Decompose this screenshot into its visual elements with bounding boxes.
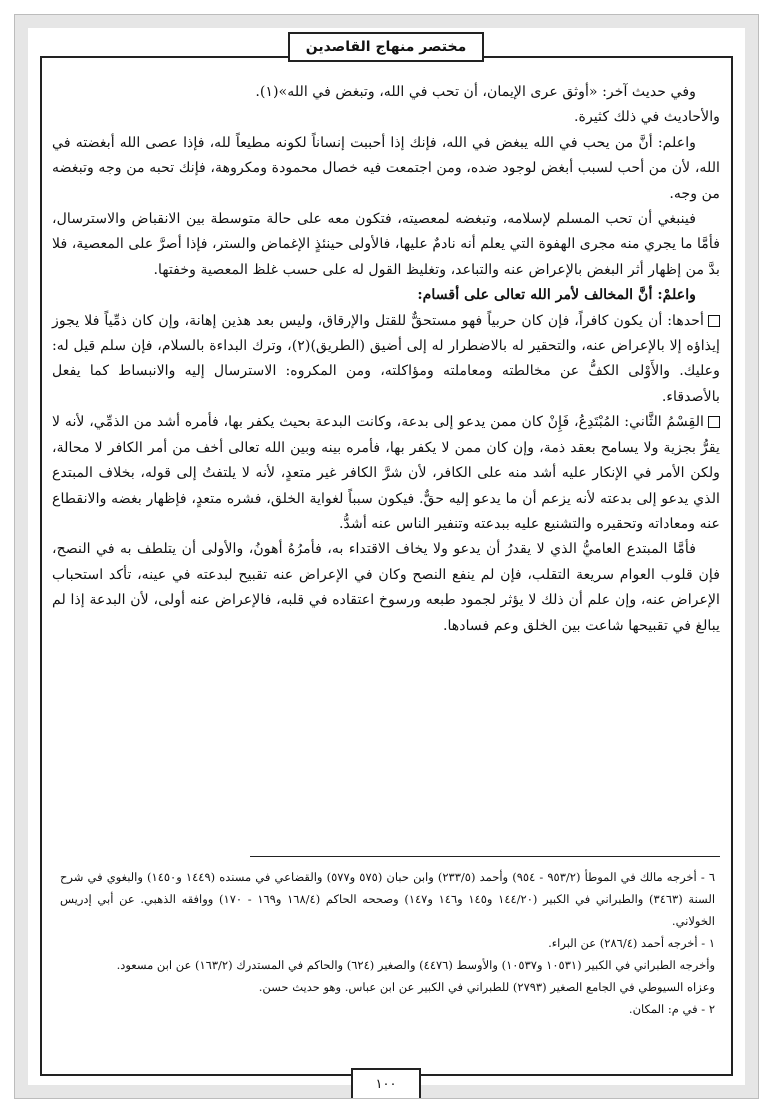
paragraph: وفي حديث آخر: «أوثق عرى الإيمان، أن تحب في الله، وتبغض في الله»(١).	[255, 84, 696, 100]
footnote: وعزاه السيوطي في الجامع الصغير (٢٧٩٣) للطبراني في الكبير عن ابن عباس. وهو حديث حسن.	[258, 980, 715, 994]
square-bullet-icon	[708, 416, 720, 428]
paragraph: فأمَّا المبتدع العاميُّ الذي لا يقدرُ أن يدعو ولا يخاف الاقتداء به، فأمرُهُ أهونُ، والأولى أن يتلطف به في النصح، فإن قلوب العوام سريعة التقلب، فإن لم ينفع النصح وكان في الإعراض عنه تقبيح لبدعته في عينه، تأكد استحباب الإعراض عنه، وإن علم أن ذلك لا يؤثر لجمود طبعه ورسوخ اعتقاده في قلبه، فالإعراض عنه أولى، لأن البدعة إذا لم يبالغ في تقبيحها شاعت بين الخلق وعم فسادها.	[52, 541, 720, 634]
square-bullet-icon	[708, 315, 720, 327]
page-number: ١٠٠	[375, 1076, 397, 1092]
footnote: ٢ - في م: المكان.	[628, 1002, 715, 1016]
footnote: ١ - أخرجه أحمد (٢٨٦/٤) عن البراء.	[548, 936, 715, 950]
page-number-box	[351, 1068, 421, 1098]
paragraph: واعلم: أنَّ من يحب في الله يبغض في الله، فإنك إذا أحببت إنساناً لكونه مطيعاً لله، فإذا عصى الله أبغضته في الله، لأن من أحب لسبب أبغض لوجود ضده، ومن اجتمعت فيه خصال محمودة ومكروهة، فإنك تحبه من وجه وتبغضه من وجه.	[52, 134, 720, 202]
running-header	[288, 32, 484, 62]
paragraph: واعلمْ: أنَّ المخالف لأمر الله تعالى على أقسام:	[417, 287, 696, 304]
footnote-divider	[250, 856, 720, 857]
footnote: ٦ - أخرجه مالك في الموطأ (٩٥٣/٢ - ٩٥٤) وأحمد (٢٣٣/٥) وابن حبان (٥٧٥ و٥٧٧) والقضاعي في مسنده (١٤٤٩ و١٤٥٠) والبغوي في شرح السنة (٣٤٦٣) والطبراني في الكبير (١٤٤/٢٠ و١٤٥ و١٤٦ و١٤٧) وصححه الحاكم (١٦٨/٤ و١٦٩ - ١٧٠) ووافقه الذهبي. عن أبي إدريس الخولاني.	[60, 870, 716, 928]
footnote: وأخرجه الطبراني في الكبير (١٠٥٣١ و١٠٥٣٧) والأوسط (٤٤٧٦) والصغير (٦٢٤) والحاكم في المستدرك (١٦٣/٢) عن ابن مسعود.	[116, 958, 715, 972]
paragraph: القِسْمُ الثَّاني: المُبْتَدِعُ، فَإِنْ كان ممن يدعو إلى بدعة، وكانت البدعة بحيث يكفر بها، فأمره أشد من الذمِّي، لأنه لا يقرُّ بجزية ولا يسامح بعقد ذمة، وإن كان ممن لا يكفر بها، فأمره بينه وبين الله تعالى أخف من أمر الكافر لا محالة، ولكن الأمر في الإنكار عليه أشد منه على الكافر، لأن شرَّ الكافر غير متعدٍ، لأنه لا يلتفتُ إلى قوله، بخلاف المبتدع الذي يدعو إلى بدعته لأنه يزعم أن ما يدعو إليه حقٌّ. فيكون سبباً لغواية الخلق، فشره متعدٍ، فإظهار بغضه والانقطاع عنه ومعاداته وتحقيره والتشنيع عليه ببدعته وتنفير الناس عنه أشدُّ.	[52, 414, 720, 532]
paragraph: والأحاديث في ذلك كثيرة.	[574, 109, 720, 126]
main-text	[52, 80, 720, 639]
footnotes	[60, 866, 715, 1020]
book-title: مختصر منهاج القاصدين	[305, 39, 467, 55]
paragraph: أحدها: أن يكون كافراً، فإن كان حربياً فهو مستحقٌّ للقتل والإرقاق، وليس بعد هذين إهانة، وإن كان ذمِّياً فلا يجوز إيذاؤه إلا بالإعراض عنه، والتحقير له بالاضطرار له إلى أضيق (الطريق)(٢)، وترك البداءة بالسلام، فإن سلم قيل له: وعليك. والأَوْلى الكفُّ عن مخالطته ومعاملته ومؤاكلته، ومن المكروه: الاسترسال إليه والانبساط كما يفعل بالأصدقاء.	[52, 312, 720, 405]
paragraph: فينبغي أن تحب المسلم لإسلامه، وتبغضه لمعصيته، فتكون معه على حالة متوسطة بين الانقباض والاسترسال، فأمَّا ما يجري منه مجرى الهفوة التي يعلم أنه نادمٌ عليها، فالأولى حينئذٍ الإغماض والستر، فإذا أصرَّ على المعصية، فلا بدَّ من إظهار أثر البغض بالإعراض عنه والتباعد، وتغليظ القول له على حسب غلظ المعصية وخفتها.	[52, 211, 720, 278]
